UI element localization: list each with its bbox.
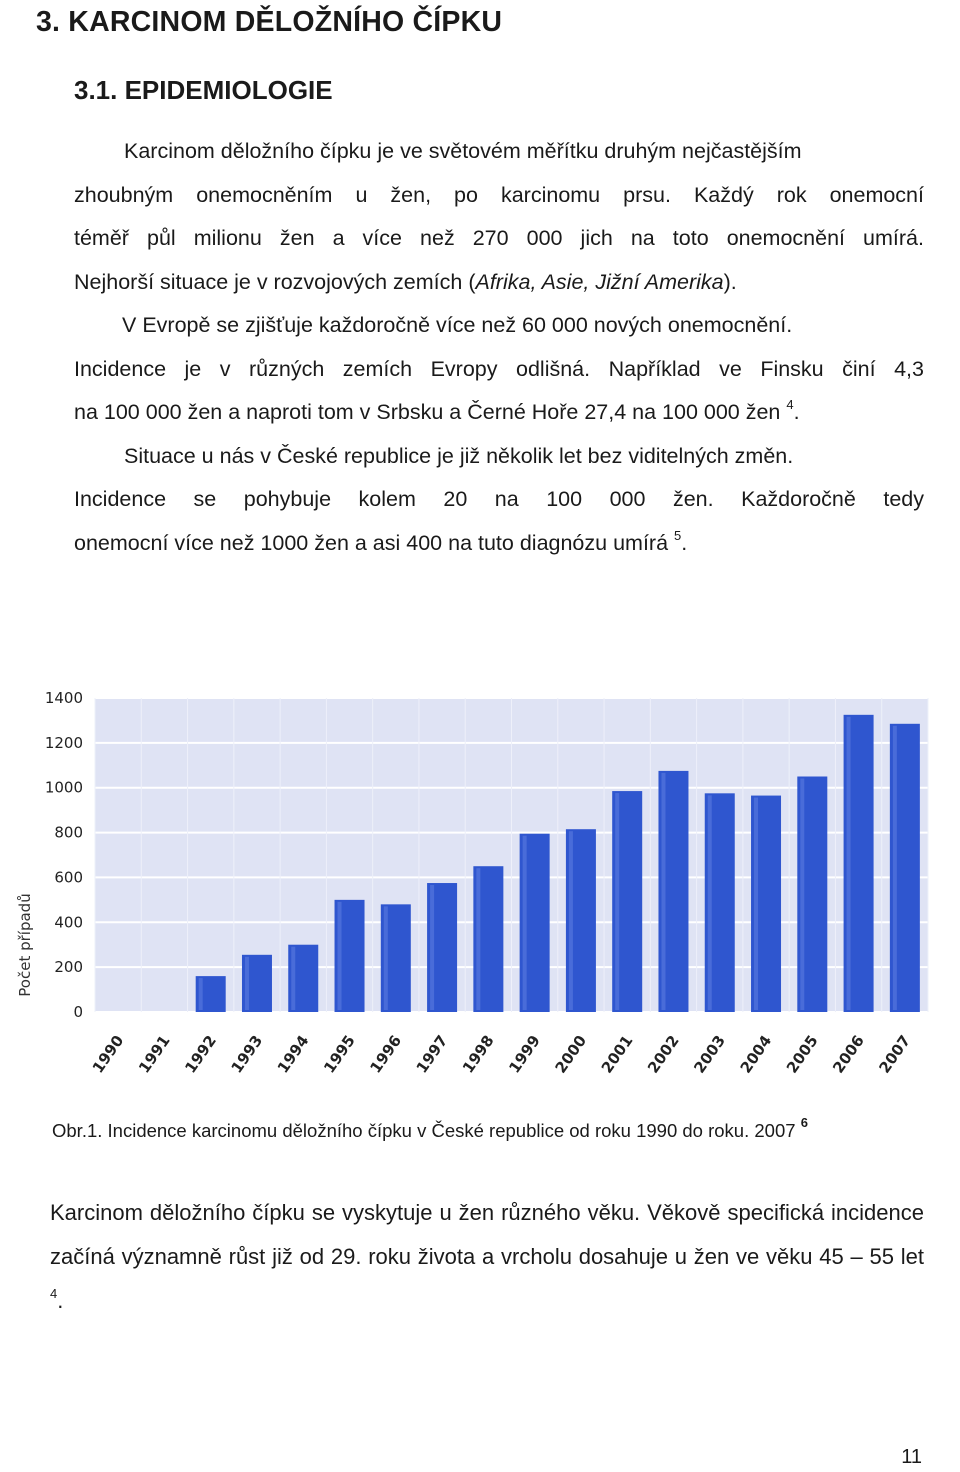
text-run: .	[681, 530, 688, 555]
section-heading: 3.1. EPIDEMIOLOGIE	[74, 75, 333, 105]
x-tick-label: 1999	[505, 1031, 544, 1077]
text-run: Nejhorší situace je v rozvojových zemích (	[74, 269, 476, 294]
incidence-bar-chart	[0, 680, 940, 1090]
bar-highlight	[476, 868, 480, 1010]
bar-highlight	[847, 717, 851, 1010]
x-tick-label: 2002	[644, 1031, 683, 1077]
y-axis-ticks	[45, 689, 83, 1021]
paragraph-text: Karcinom děložního čípku se vyskytuje u žen různého věku. Věkově specifická incidence začíná významně růst již od 29. roku života a vrcholu dosahuje u žen ve věku 45 – 55 let	[50, 1200, 924, 1269]
x-tick-label: 1997	[412, 1031, 452, 1077]
caption-text: Obr.1. Incidence karcinomu děložního čípku v České republice od roku 1990 do roku. 2007	[52, 1120, 796, 1141]
y-tick-label: 0	[73, 1003, 83, 1021]
x-tick-label: 2006	[829, 1031, 868, 1077]
bar-highlight	[338, 902, 342, 1010]
x-tick-label: 2005	[782, 1031, 822, 1077]
paragraph-line: V Evropě se zjišťuje každoročně více než 60 000 nových onemocnění.	[122, 313, 793, 337]
y-tick-label: 1200	[44, 733, 83, 752]
paragraph-line: Karcinom děložního čípku je ve světovém měřítku druhým nejčastějším	[124, 139, 802, 163]
bar-highlight	[430, 885, 434, 1010]
x-tick-label: 2007	[875, 1031, 915, 1077]
x-tick-label: 1991	[135, 1031, 174, 1077]
figure-caption	[52, 1116, 808, 1146]
bar-highlight	[754, 798, 758, 1010]
paragraph-line	[74, 522, 924, 566]
x-tick-label: 2004	[736, 1031, 776, 1077]
text-run: .	[57, 1288, 64, 1313]
y-tick-label: 200	[54, 958, 83, 977]
y-axis-label: Počet případů	[16, 893, 34, 997]
text-run: ).	[723, 269, 737, 294]
paragraph-line: Situace u nás v České republice je již několik let bez viditelných změn.	[124, 443, 794, 468]
citation-ref: 6	[800, 1115, 808, 1130]
x-axis-ticks	[89, 1032, 914, 1077]
x-tick-label: 1995	[320, 1031, 359, 1077]
x-tick-label: 2001	[597, 1031, 637, 1077]
x-tick-label: 1992	[181, 1031, 220, 1077]
paragraph-line	[74, 261, 924, 305]
bar-highlight	[245, 957, 249, 1010]
bar-highlight	[800, 779, 804, 1011]
y-tick-label: 800	[54, 823, 83, 842]
citation-ref: 4	[50, 1286, 58, 1301]
x-tick-label: 1990	[88, 1031, 128, 1077]
chapter-heading: 3. KARCINOM DĚLOŽNÍHO ČÍPKU	[36, 6, 503, 38]
x-tick-label: 2000	[551, 1031, 591, 1077]
y-tick-label: 1400	[44, 689, 83, 707]
y-tick-label: 600	[54, 868, 83, 887]
bar-highlight	[523, 836, 527, 1010]
x-tick-label: 2003	[690, 1031, 730, 1077]
bar-highlight	[661, 773, 665, 1010]
y-tick-label: 400	[54, 913, 83, 932]
text-run: onemocní více než 1000 žen a asi 400 na tuto diagnózu umírá	[74, 530, 669, 555]
age-paragraph	[50, 1191, 924, 1323]
x-tick-label: 1996	[366, 1031, 406, 1077]
bar-highlight	[893, 726, 897, 1010]
paragraph-line	[74, 391, 924, 435]
epidemiology-paragraph	[74, 130, 924, 565]
x-tick-label: 1994	[273, 1031, 313, 1077]
x-tick-label: 1998	[458, 1031, 498, 1077]
x-tick-label: 1993	[227, 1031, 267, 1077]
bar-highlight	[708, 795, 712, 1010]
bar-highlight	[291, 947, 295, 1010]
paragraph-line: téměř půl milionu žen a více než 270 000 jich na toto onemocnění umírá.	[74, 226, 924, 250]
bar-highlight	[569, 831, 573, 1010]
paragraph-line: Incidence je v různých zemích Evropy odlišná. Například ve Finsku činí 4,3	[74, 356, 924, 381]
text-run: na 100 000 žen a naproti tom v Srbsku a Černé Hoře 27,4 na 100 000 žen	[74, 400, 781, 424]
y-tick-label: 1000	[44, 778, 83, 797]
text-run: .	[793, 400, 800, 424]
italic-regions: Afrika, Asie, Jižní Amerika	[475, 269, 724, 294]
bar-highlight	[384, 906, 388, 1010]
paragraph-line: zhoubným onemocněním u žen, po karcinomu prsu. Každý rok onemocní	[74, 182, 924, 207]
citation-ref: 5	[674, 527, 682, 543]
bar-highlight	[199, 978, 203, 1010]
bar-highlight	[615, 793, 619, 1010]
page-number: 11	[901, 1446, 922, 1468]
citation-ref: 4	[786, 397, 794, 412]
paragraph-line: Incidence se pohybuje kolem 20 na 100 000 žen. Každoročně tedy	[74, 487, 924, 511]
